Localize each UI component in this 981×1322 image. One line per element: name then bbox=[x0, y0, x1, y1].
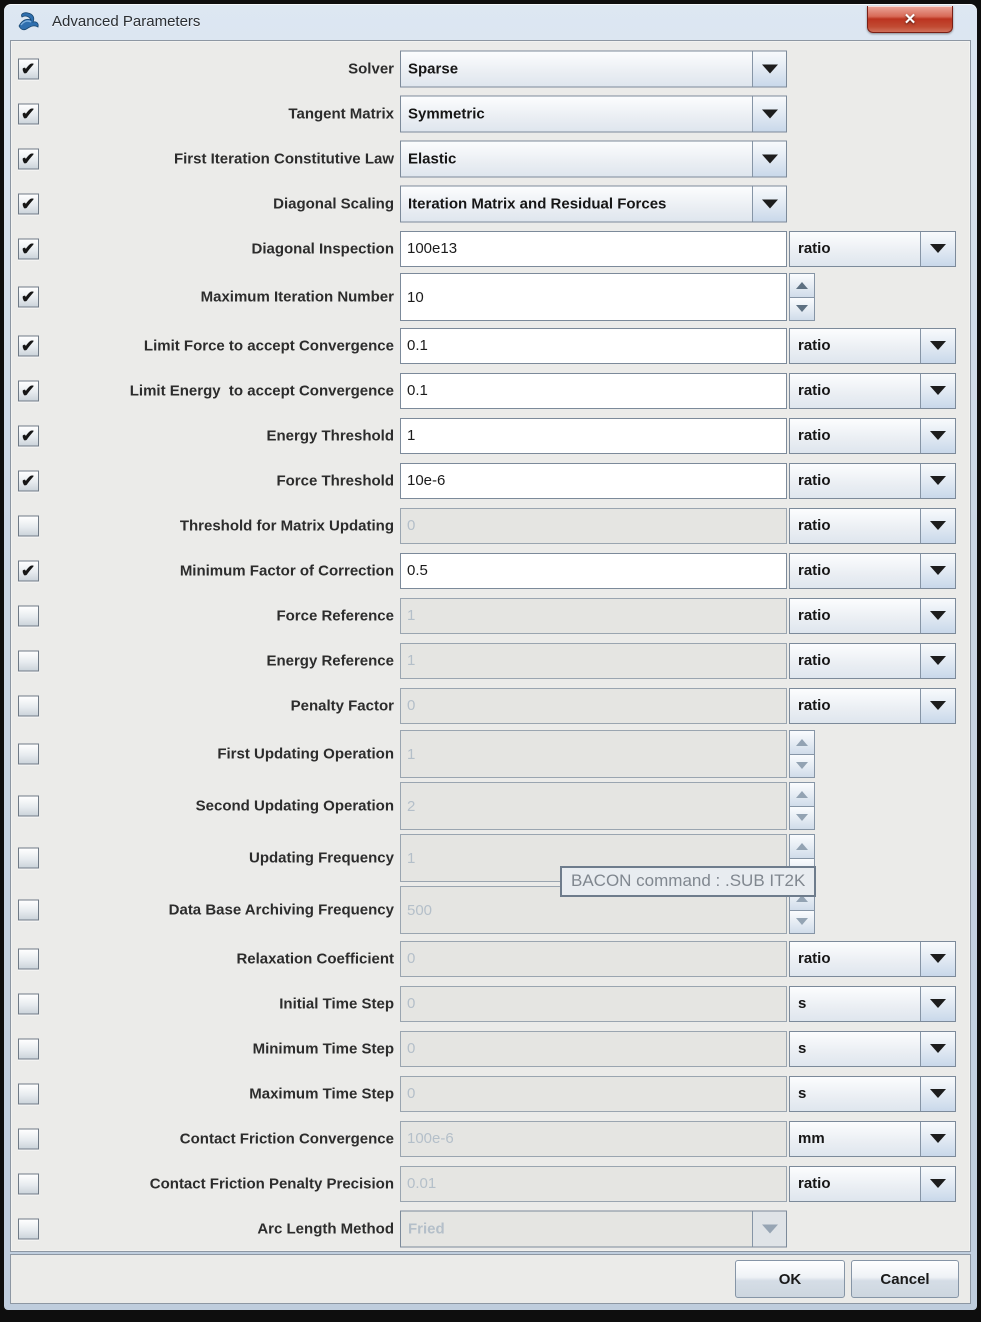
spinner-up-button bbox=[789, 730, 815, 755]
title-bar[interactable] bbox=[4, 4, 977, 40]
chevron-down-icon bbox=[930, 1179, 946, 1188]
second-updating-operation-spinner bbox=[789, 782, 815, 830]
combo-arrow-button[interactable] bbox=[920, 1032, 955, 1066]
minimum-time-step-unit-select[interactable] bbox=[789, 1031, 956, 1067]
param-checkbox[interactable] bbox=[18, 948, 39, 969]
combo-arrow-button[interactable] bbox=[920, 464, 955, 498]
diagonal-inspection-unit-select[interactable] bbox=[789, 231, 956, 267]
param-label: First Iteration Constitutive Law bbox=[173, 150, 394, 167]
chevron-down-icon bbox=[930, 476, 946, 485]
param-checkbox[interactable] bbox=[18, 560, 39, 581]
arc-length-method-select bbox=[400, 1210, 787, 1247]
minimum-factor-of-correction-field[interactable] bbox=[400, 553, 787, 589]
app-icon bbox=[16, 11, 40, 33]
limit-force-to-accept-convergence-unit-select[interactable] bbox=[789, 328, 956, 364]
energy-reference-field bbox=[400, 643, 787, 679]
unit-value: ratio bbox=[798, 607, 831, 624]
param-row-limit-energy-to-accept-convergence bbox=[11, 368, 970, 413]
energy-threshold-unit-select[interactable] bbox=[789, 418, 956, 454]
combo-arrow-button[interactable] bbox=[920, 942, 955, 976]
unit-value: ratio bbox=[798, 1175, 831, 1192]
param-row-force-reference bbox=[11, 593, 970, 638]
checkbox-check-icon: ✔ bbox=[21, 149, 36, 168]
param-label: Arc Length Method bbox=[257, 1220, 394, 1237]
param-row-tangent-matrix bbox=[11, 91, 970, 136]
checkbox-check-icon: ✔ bbox=[21, 426, 36, 445]
param-label: Force Reference bbox=[276, 607, 394, 624]
param-label: Force Threshold bbox=[276, 472, 394, 489]
param-checkbox[interactable] bbox=[18, 900, 39, 921]
limit-energy-to-accept-convergence-unit-select[interactable] bbox=[789, 373, 956, 409]
unit-value: s bbox=[798, 995, 807, 1012]
chevron-down-icon bbox=[930, 521, 946, 530]
cancel-button[interactable]: Cancel bbox=[851, 1260, 959, 1298]
param-row-data-base-archiving-frequency bbox=[11, 884, 970, 936]
spinner-up-button[interactable] bbox=[789, 273, 815, 298]
combo-arrow-button[interactable] bbox=[920, 509, 955, 543]
window-title: Advanced Parameters bbox=[52, 13, 201, 30]
param-row-solver bbox=[11, 46, 970, 91]
param-row-diagonal-inspection bbox=[11, 226, 970, 271]
param-label: Contact Friction Convergence bbox=[179, 1130, 394, 1147]
unit-value: ratio bbox=[798, 337, 831, 354]
param-checkbox[interactable] bbox=[18, 650, 39, 671]
chevron-down-icon bbox=[930, 1089, 946, 1098]
energy-reference-unit-select[interactable] bbox=[789, 643, 956, 679]
param-label: Diagonal Scaling bbox=[273, 195, 394, 212]
chevron-down-icon bbox=[930, 341, 946, 350]
unit-value: s bbox=[798, 1085, 807, 1102]
spinner-up-icon bbox=[796, 282, 808, 289]
relaxation-coefficient-unit-select[interactable] bbox=[789, 941, 956, 977]
minimum-factor-of-correction-unit-select[interactable] bbox=[789, 553, 956, 589]
spinner-up-icon bbox=[796, 843, 808, 850]
dialog-content bbox=[10, 40, 971, 1304]
param-checkbox[interactable] bbox=[18, 1173, 39, 1194]
spinner-up-icon bbox=[796, 791, 808, 798]
param-checkbox[interactable] bbox=[18, 1083, 39, 1104]
contact-friction-convergence-unit-select[interactable] bbox=[789, 1121, 956, 1157]
unit-value: mm bbox=[798, 1130, 825, 1147]
checkbox-check-icon: ✔ bbox=[21, 381, 36, 400]
chevron-down-icon bbox=[930, 1044, 946, 1053]
spinner-down-icon bbox=[796, 762, 808, 769]
limit-energy-to-accept-convergence-field[interactable] bbox=[400, 373, 787, 409]
button-bar bbox=[10, 1254, 971, 1304]
param-label: Initial Time Step bbox=[279, 995, 394, 1012]
param-label: Updating Frequency bbox=[248, 849, 394, 867]
diagonal-scaling-select[interactable] bbox=[400, 185, 787, 222]
force-reference-field bbox=[400, 598, 787, 634]
minimum-time-step-field bbox=[400, 1031, 787, 1067]
spinner-down-icon bbox=[796, 918, 808, 925]
param-checkbox[interactable] bbox=[18, 470, 39, 491]
unit-value: ratio bbox=[798, 240, 831, 257]
chevron-down-icon bbox=[930, 431, 946, 440]
chevron-down-icon bbox=[930, 386, 946, 395]
selected-option: Symmetric bbox=[408, 105, 485, 122]
close-icon: ✕ bbox=[903, 10, 917, 28]
bacon-command-tooltip: BACON command : .SUB IT2K bbox=[560, 866, 816, 897]
param-label: Relaxation Coefficient bbox=[236, 950, 394, 967]
param-row-contact-friction-convergence bbox=[11, 1116, 970, 1161]
checkbox-check-icon: ✔ bbox=[21, 287, 36, 307]
unit-value: ratio bbox=[798, 950, 831, 967]
param-checkbox[interactable] bbox=[18, 380, 39, 401]
param-checkbox[interactable] bbox=[18, 744, 39, 765]
chevron-down-icon bbox=[930, 244, 946, 253]
diagonal-inspection-field[interactable] bbox=[400, 231, 787, 267]
advanced-parameters-dialog bbox=[4, 4, 977, 1310]
param-checkbox[interactable] bbox=[18, 425, 39, 446]
param-label: Energy Reference bbox=[266, 652, 394, 669]
param-checkbox[interactable] bbox=[18, 1218, 39, 1239]
param-checkbox[interactable] bbox=[18, 848, 39, 869]
param-checkbox[interactable] bbox=[18, 335, 39, 356]
param-checkbox[interactable] bbox=[18, 238, 39, 259]
param-checkbox[interactable] bbox=[18, 287, 39, 308]
param-label: Limit Energy to accept Convergence bbox=[129, 382, 394, 399]
param-label: Second Updating Operation bbox=[195, 797, 394, 815]
param-checkbox[interactable] bbox=[18, 605, 39, 626]
combo-arrow-button[interactable] bbox=[920, 689, 955, 723]
combo-arrow-button[interactable] bbox=[920, 554, 955, 588]
spinner-down-button bbox=[789, 755, 815, 779]
param-label: Penalty Factor bbox=[290, 697, 394, 714]
checkbox-check-icon: ✔ bbox=[21, 561, 36, 580]
param-row-initial-time-step bbox=[11, 981, 970, 1026]
param-row-force-threshold bbox=[11, 458, 970, 503]
param-row-maximum-time-step bbox=[11, 1071, 970, 1116]
param-checkbox[interactable] bbox=[18, 148, 39, 169]
param-label: Threshold for Matrix Updating bbox=[179, 517, 394, 534]
spinner-down-button[interactable] bbox=[789, 298, 815, 322]
param-label: Limit Force to accept Convergence bbox=[143, 337, 394, 354]
unit-value: ratio bbox=[798, 562, 831, 579]
checkbox-check-icon: ✔ bbox=[21, 194, 36, 213]
selected-option: Fried bbox=[408, 1220, 445, 1237]
force-reference-unit-select[interactable] bbox=[789, 598, 956, 634]
chevron-down-icon bbox=[762, 64, 778, 73]
combo-arrow-button[interactable] bbox=[752, 141, 786, 176]
param-label: Maximum Time Step bbox=[249, 1085, 394, 1102]
param-label: Tangent Matrix bbox=[288, 105, 394, 122]
param-checkbox[interactable] bbox=[18, 515, 39, 536]
unit-value: ratio bbox=[798, 382, 831, 399]
selected-option: Iteration Matrix and Residual Forces bbox=[408, 195, 667, 212]
param-label: Solver bbox=[348, 60, 394, 77]
combo-arrow-button[interactable] bbox=[752, 51, 786, 86]
contact-friction-convergence-field bbox=[400, 1121, 787, 1157]
param-checkbox[interactable] bbox=[18, 58, 39, 79]
param-label: Maximum Iteration Number bbox=[200, 288, 394, 306]
threshold-for-matrix-updating-unit-select[interactable] bbox=[789, 508, 956, 544]
combo-arrow-button[interactable] bbox=[920, 644, 955, 678]
spinner-up-icon bbox=[796, 739, 808, 746]
param-checkbox[interactable] bbox=[18, 993, 39, 1014]
initial-time-step-field bbox=[400, 986, 787, 1022]
chevron-down-icon bbox=[762, 109, 778, 118]
ok-button[interactable]: OK bbox=[735, 1260, 845, 1298]
param-checkbox[interactable] bbox=[18, 193, 39, 214]
param-label: Energy Threshold bbox=[266, 427, 394, 444]
param-checkbox[interactable] bbox=[18, 1128, 39, 1149]
param-row-maximum-iteration-number bbox=[11, 271, 970, 323]
combo-arrow-button[interactable] bbox=[920, 232, 955, 266]
spinner-down-icon bbox=[796, 305, 808, 312]
chevron-down-icon bbox=[930, 1134, 946, 1143]
checkbox-check-icon: ✔ bbox=[21, 471, 36, 490]
first-iteration-constitutive-law-select[interactable] bbox=[400, 140, 787, 177]
param-checkbox[interactable] bbox=[18, 1038, 39, 1059]
combo-arrow-button[interactable] bbox=[920, 1122, 955, 1156]
initial-time-step-unit-select[interactable] bbox=[789, 986, 956, 1022]
tangent-matrix-select[interactable] bbox=[400, 95, 787, 132]
param-label: Diagonal Inspection bbox=[251, 240, 394, 257]
chevron-down-icon bbox=[762, 199, 778, 208]
unit-value: ratio bbox=[798, 472, 831, 489]
combo-arrow-button[interactable] bbox=[920, 599, 955, 633]
chevron-down-icon bbox=[930, 999, 946, 1008]
unit-value: s bbox=[798, 1040, 807, 1057]
chevron-down-icon bbox=[930, 566, 946, 575]
param-row-first-updating-operation bbox=[11, 728, 970, 780]
first-updating-operation-field bbox=[400, 730, 787, 778]
maximum-iteration-number-spinner bbox=[789, 273, 815, 321]
checkbox-check-icon: ✔ bbox=[21, 239, 36, 258]
param-label: Data Base Archiving Frequency bbox=[168, 901, 394, 919]
param-row-energy-threshold bbox=[11, 413, 970, 458]
unit-value: ratio bbox=[798, 697, 831, 714]
param-checkbox[interactable] bbox=[18, 796, 39, 817]
chevron-down-icon bbox=[762, 1224, 778, 1233]
force-threshold-field[interactable] bbox=[400, 463, 787, 499]
selected-option: Sparse bbox=[408, 60, 459, 77]
force-threshold-unit-select[interactable] bbox=[789, 463, 956, 499]
second-updating-operation-field bbox=[400, 782, 787, 830]
combo-arrow-button[interactable] bbox=[920, 374, 955, 408]
param-row-penalty-factor bbox=[11, 683, 970, 728]
param-row-arc-length-method bbox=[11, 1206, 970, 1251]
threshold-for-matrix-updating-field bbox=[400, 508, 787, 544]
param-row-contact-friction-penalty-precision bbox=[11, 1161, 970, 1206]
combo-arrow-button[interactable] bbox=[752, 96, 786, 131]
penalty-factor-unit-select[interactable] bbox=[789, 688, 956, 724]
close-button[interactable] bbox=[867, 6, 953, 33]
maximum-iteration-number-field[interactable] bbox=[400, 273, 787, 321]
param-label: Contact Friction Penalty Precision bbox=[149, 1175, 394, 1192]
penalty-factor-field bbox=[400, 688, 787, 724]
param-row-relaxation-coefficient bbox=[11, 936, 970, 981]
maximum-time-step-unit-select[interactable] bbox=[789, 1076, 956, 1112]
checkbox-check-icon: ✔ bbox=[21, 336, 36, 355]
param-row-minimum-time-step bbox=[11, 1026, 970, 1071]
combo-arrow-button[interactable] bbox=[920, 1077, 955, 1111]
unit-value: ratio bbox=[798, 517, 831, 534]
chevron-down-icon bbox=[930, 611, 946, 620]
param-row-energy-reference bbox=[11, 638, 970, 683]
combo-arrow-button bbox=[752, 1211, 786, 1246]
maximum-time-step-field bbox=[400, 1076, 787, 1112]
param-row-threshold-for-matrix-updating bbox=[11, 503, 970, 548]
param-row-second-updating-operation bbox=[11, 780, 970, 832]
contact-friction-penalty-precision-field bbox=[400, 1166, 787, 1202]
contact-friction-penalty-precision-unit-select[interactable] bbox=[789, 1166, 956, 1202]
unit-value: ratio bbox=[798, 427, 831, 444]
param-row-updating-frequency bbox=[11, 832, 970, 884]
spinner-up-button bbox=[789, 834, 815, 859]
parameters-panel bbox=[10, 40, 971, 1252]
combo-arrow-button[interactable] bbox=[920, 419, 955, 453]
checkbox-check-icon: ✔ bbox=[21, 59, 36, 78]
param-label: Minimum Factor of Correction bbox=[179, 562, 394, 579]
energy-threshold-field[interactable] bbox=[400, 418, 787, 454]
combo-arrow-button[interactable] bbox=[920, 329, 955, 363]
unit-value: ratio bbox=[798, 652, 831, 669]
chevron-down-icon bbox=[762, 154, 778, 163]
combo-arrow-button[interactable] bbox=[920, 987, 955, 1021]
checkbox-check-icon: ✔ bbox=[21, 104, 36, 123]
spinner-down-button bbox=[789, 807, 815, 831]
param-row-limit-force-to-accept-convergence bbox=[11, 323, 970, 368]
chevron-down-icon bbox=[930, 954, 946, 963]
param-label: First Updating Operation bbox=[217, 745, 394, 763]
spinner-down-button bbox=[789, 911, 815, 935]
limit-force-to-accept-convergence-field[interactable] bbox=[400, 328, 787, 364]
param-checkbox[interactable] bbox=[18, 103, 39, 124]
param-row-diagonal-scaling bbox=[11, 181, 970, 226]
spinner-down-icon bbox=[796, 814, 808, 821]
chevron-down-icon bbox=[930, 656, 946, 665]
spinner-up-button bbox=[789, 782, 815, 807]
combo-arrow-button[interactable] bbox=[752, 186, 786, 221]
selected-option: Elastic bbox=[408, 150, 457, 167]
param-row-minimum-factor-of-correction bbox=[11, 548, 970, 593]
param-row-first-iteration-constitutive-law bbox=[11, 136, 970, 181]
first-updating-operation-spinner bbox=[789, 730, 815, 778]
chevron-down-icon bbox=[930, 701, 946, 710]
param-label: Minimum Time Step bbox=[252, 1040, 394, 1057]
param-checkbox[interactable] bbox=[18, 695, 39, 716]
relaxation-coefficient-field bbox=[400, 941, 787, 977]
combo-arrow-button[interactable] bbox=[920, 1167, 955, 1201]
solver-select[interactable] bbox=[400, 50, 787, 87]
